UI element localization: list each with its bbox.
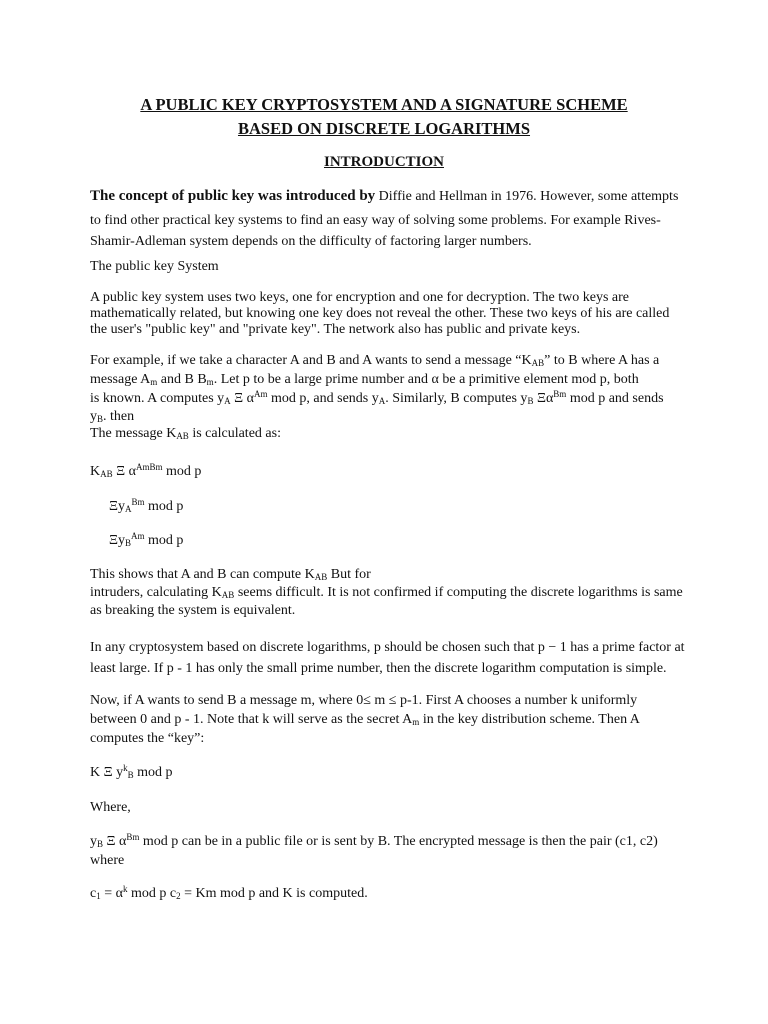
superscript: AmBm xyxy=(135,462,163,472)
example-text: y xyxy=(90,409,97,424)
subscript: AB xyxy=(100,469,113,479)
subscript: AB xyxy=(221,590,235,600)
body-text: between 0 and p - 1. Note that k will serve as the secret A xyxy=(90,712,413,727)
example-text: is known. A computes y xyxy=(90,391,225,406)
eq-text: mod p c xyxy=(127,886,177,901)
eq-text: Ξy xyxy=(109,533,126,548)
example-text: message A xyxy=(90,372,151,387)
subscript: m xyxy=(150,377,158,387)
body-text: computes the “key”: xyxy=(90,731,205,746)
subscript: m xyxy=(206,377,214,387)
equation-key xyxy=(90,763,173,783)
subscript: A xyxy=(224,396,231,406)
eq-text: Ξ α xyxy=(112,464,136,479)
eq-text: mod p xyxy=(133,765,173,780)
body-text: where xyxy=(90,853,125,868)
equation-yb xyxy=(109,531,183,551)
example-text: . Similarly, B computes y xyxy=(385,391,528,406)
intro-lead-text: The concept of public key was introduced by xyxy=(90,188,376,204)
eq-text: mod p xyxy=(162,464,202,479)
eq-text: = Km mod p and K is computed. xyxy=(180,886,368,901)
paragraph-prime-factor xyxy=(90,637,685,679)
eq-text: = α xyxy=(100,886,123,901)
subscript: A xyxy=(125,504,132,514)
superscript: Am xyxy=(254,389,268,399)
paragraph-intro xyxy=(90,183,682,252)
subscript: 2 xyxy=(176,891,181,901)
subscript: 1 xyxy=(96,891,101,901)
keys-line-2: mathematically related, but knowing one key does not reveal the other. These two keys of his are called xyxy=(90,306,670,321)
paragraph-send-message xyxy=(90,691,682,748)
body-text: This shows that A and B can compute K xyxy=(90,567,315,582)
intro-line-1: Diffie and Hellman in 1976. However, some attempts xyxy=(375,189,679,204)
example-text: mod p and sends xyxy=(566,391,664,406)
example-text: Ξ α xyxy=(230,391,255,406)
body-text: as breaking the system is equivalent. xyxy=(90,603,296,618)
eq-text: K Ξ y xyxy=(90,765,124,780)
paper-title-line-1: A PUBLIC KEY CRYPTOSYSTEM AND A SIGNATURE SCHEME xyxy=(140,95,628,114)
superscript: Am xyxy=(131,531,145,541)
example-text: . then xyxy=(103,409,135,424)
body-text: intruders, calculating K xyxy=(90,585,222,600)
subscript: A xyxy=(378,396,386,406)
superscript: k xyxy=(123,763,128,773)
eq-text: Ξy xyxy=(109,499,126,514)
intro-line-2: to find other practical key systems to find an easy way of solving some problems. For example Rives- xyxy=(90,213,661,228)
keys-line-1: A public key system uses two keys, one for encryption and one for decryption. The two keys are xyxy=(90,290,629,305)
example-text: is calculated as: xyxy=(188,426,281,441)
equation-ciphertext xyxy=(90,884,368,904)
body-text: least large. If p - 1 has only the small prime number, then the discrete logarithm computation is simple. xyxy=(90,661,667,676)
paragraph-yb-public xyxy=(90,832,682,870)
subscript: B xyxy=(127,770,134,780)
body-text: seems difficult. It is not confirmed if computing the discrete logarithms is same xyxy=(234,585,683,600)
example-text: and B B xyxy=(157,372,207,387)
body-text: In any cryptosystem based on discrete logarithms, p should be chosen such that p − 1 has a prime factor at xyxy=(90,640,685,655)
paragraph-key-description xyxy=(90,290,682,338)
superscript: Bm xyxy=(553,389,567,399)
subscript: AB xyxy=(176,431,189,441)
section-heading-introduction: INTRODUCTION xyxy=(323,154,444,170)
subscript: B xyxy=(97,839,104,849)
body-text: mod p can be in a public file or is sent by B. The encrypted message is then the pair (c1, c2) xyxy=(139,834,658,849)
subscript: B xyxy=(527,396,534,406)
subscript: AB xyxy=(531,358,545,368)
equation-ya xyxy=(109,497,183,517)
subscript: m xyxy=(412,717,420,727)
keys-line-3: the user's "public key" and "private key". The network also has public and private keys. xyxy=(90,322,581,337)
eq-text: c xyxy=(90,886,97,901)
body-text: Now, if A wants to send B a message m, where 0≤ m ≤ p-1. First A chooses a number k uniformly xyxy=(90,693,638,708)
body-text: But for xyxy=(327,567,371,582)
superscript: k xyxy=(122,884,128,894)
subscript: B xyxy=(97,414,104,424)
subscript: AB xyxy=(314,572,328,582)
superscript: Bm xyxy=(126,832,140,842)
example-text: Ξα xyxy=(533,391,554,406)
body-text: y xyxy=(90,834,97,849)
example-text: . Let p to be a large prime number and α be a primitive element mod p, both xyxy=(213,372,639,387)
example-text: ” to B where A has a xyxy=(544,353,660,368)
paper-title-line-2: BASED ON DISCRETE LOGARITHMS xyxy=(237,119,531,138)
paragraph-example xyxy=(90,351,682,442)
eq-text: mod p xyxy=(144,499,184,514)
example-text: For example, if we take a character A and B and A wants to send a message “K xyxy=(90,353,532,368)
paragraph-compute-kab xyxy=(90,566,682,620)
body-text: in the key distribution scheme. Then A xyxy=(419,712,640,727)
superscript: Bm xyxy=(131,497,145,507)
example-text: mod p, and sends y xyxy=(267,391,379,406)
intro-line-3: Shamir-Adleman system depends on the difficulty of factoring larger numbers. xyxy=(90,234,532,249)
paragraph-where: Where, xyxy=(90,800,131,815)
example-text: The message K xyxy=(90,426,177,441)
eq-text: mod p xyxy=(144,533,184,548)
body-text: Ξ α xyxy=(103,834,127,849)
eq-text: K xyxy=(90,464,101,479)
equation-kab xyxy=(90,462,201,482)
paragraph-public-key-system: The public key System xyxy=(90,259,219,274)
subscript: B xyxy=(125,538,132,548)
